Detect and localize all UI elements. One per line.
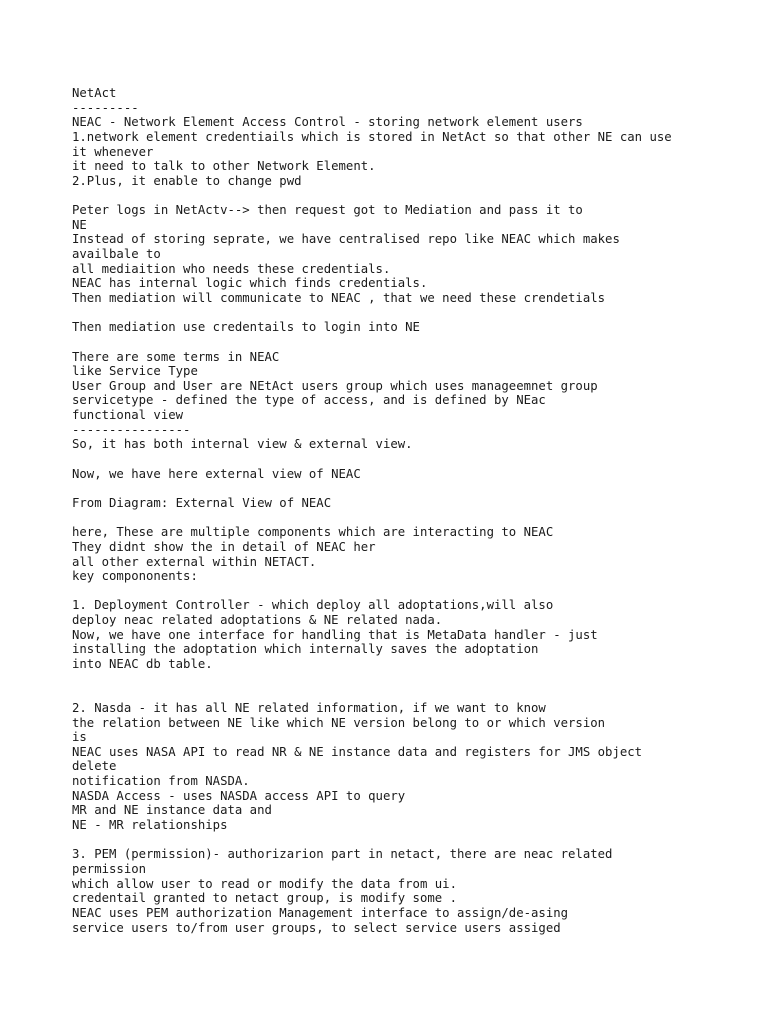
text-line: Then mediation use credentails to login into NE	[72, 320, 420, 335]
text-line: functional view	[72, 408, 184, 423]
text-line: They didnt show the in detail of NEAC her	[72, 539, 376, 554]
text-line: There are some terms in NEAC	[72, 349, 280, 364]
text-line: 1. Deployment Controller - which deploy all adoptations,will also	[72, 598, 554, 613]
text-line	[72, 306, 732, 321]
text-line: Now, we have one interface for handling that is MetaData handler - just	[72, 627, 598, 642]
text-line: NASDA Access - uses NASDA access API to query	[72, 788, 406, 803]
text-line	[72, 188, 732, 203]
text-line	[72, 481, 732, 496]
text-line: From Diagram: External View of NEAC	[72, 495, 332, 510]
text-line: notification from NASDA.	[72, 774, 250, 789]
text-line	[72, 833, 732, 848]
text-line: 2.Plus, it enable to change pwd	[72, 173, 302, 188]
text-line: 2. Nasda - it has all NE related information, if we want to know	[72, 700, 546, 715]
text-line	[72, 672, 732, 687]
text-line: availbale to	[72, 247, 161, 262]
text-line	[72, 335, 732, 350]
text-line	[72, 511, 732, 526]
text-line: all other external within NETACT.	[72, 554, 317, 569]
text-line	[72, 584, 732, 599]
text-line: NE	[72, 217, 87, 232]
text-line: NEAC uses NASA API to read NR & NE instance data and registers for JMS object	[72, 744, 643, 759]
text-line: servicetype - defined the type of access, and is defined by NEac	[72, 393, 546, 408]
text-line: the relation between NE like which NE version belong to or which version	[72, 715, 606, 730]
text-line: NE - MR relationships	[72, 818, 228, 833]
text-line: Then mediation will communicate to NEAC , that we need these crendetials	[72, 290, 606, 305]
text-line: Instead of storing seprate, we have centralised repo like NEAC which makes	[72, 232, 620, 247]
text-line: it whenever	[72, 144, 154, 159]
text-line: delete	[72, 759, 117, 774]
text-line: all mediaition who needs these credentials.	[72, 261, 391, 276]
text-line: NEAC uses PEM authorization Management interface to assign/de-asing	[72, 905, 569, 920]
text-line: key compononents:	[72, 569, 198, 584]
text-line: 3. PEM (permission)- authorizarion part in netact, there are neac related	[72, 847, 613, 862]
text-line: which allow user to read or modify the data from ui.	[72, 876, 457, 891]
text-line: is	[72, 730, 87, 745]
text-line: NetAct	[72, 86, 117, 100]
text-line: into NEAC db table.	[72, 656, 213, 671]
text-line: installing the adoptation which internally saves the adoptation	[72, 642, 539, 657]
text-line: MR and NE instance data and	[72, 803, 272, 818]
text-line: So, it has both internal view & external view.	[72, 437, 413, 452]
text-line: here, These are multiple components which are interacting to NEAC	[72, 525, 554, 540]
document-body	[72, 86, 732, 935]
text-line: 1.network element credentiails which is stored in NetAct so that other NE can use	[72, 129, 672, 144]
text-line: Now, we have here external view of NEAC	[72, 466, 361, 481]
text-line: ----------------	[72, 422, 191, 437]
text-line: it need to talk to other Network Element.	[72, 159, 376, 174]
document-page	[72, 86, 732, 935]
text-line	[72, 686, 732, 701]
text-line: service users to/from user groups, to select service users assiged	[72, 920, 561, 935]
text-line: NEAC has internal logic which finds credentials.	[72, 276, 428, 291]
text-line: NEAC - Network Element Access Control - storing network element users	[72, 115, 583, 130]
text-line: credentail granted to netact group, is modify some .	[72, 891, 457, 906]
text-line: User Group and User are NEtAct users group which uses manageemnet group	[72, 378, 598, 393]
text-line: permission	[72, 861, 147, 876]
text-line: like Service Type	[72, 364, 198, 379]
text-line: ---------	[72, 100, 139, 115]
text-line: Peter logs in NetActv--> then request got to Mediation and pass it to	[72, 203, 583, 218]
text-line: deploy neac related adoptations & NE related nada.	[72, 613, 443, 628]
text-line	[72, 452, 732, 467]
